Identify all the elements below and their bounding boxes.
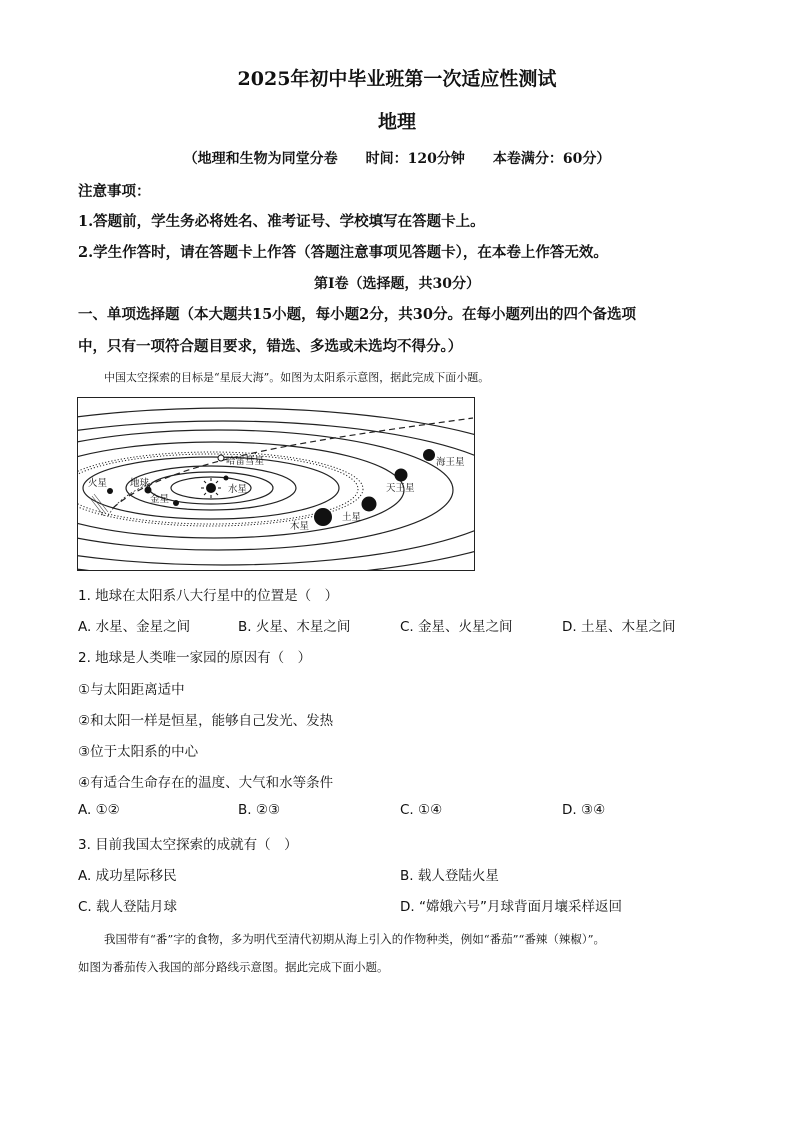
sun-icon	[201, 478, 221, 498]
q1-option-b[interactable]: B. 火星、木星之间	[238, 619, 351, 635]
q2-statement-1: ①与太阳距离适中	[78, 682, 185, 698]
neptune-dot	[423, 449, 435, 461]
group2-intro-line2: 如图为番茄传入我国的部分路线示意图。据此完成下面小题。	[78, 960, 389, 974]
q2-option-c[interactable]: C. ①④	[400, 802, 443, 818]
question-3-stem: 3. 目前我国太空探索的成就有（ ）	[78, 837, 298, 853]
jupiter-dot	[314, 508, 332, 526]
q2-option-a[interactable]: A. ①②	[78, 802, 120, 818]
q1-option-c[interactable]: C. 金星、火星之间	[400, 619, 513, 635]
notice-heading: 注意事项：	[78, 183, 151, 200]
q2-option-b[interactable]: B. ②③	[238, 802, 281, 818]
q3-option-d[interactable]: D. “嫦娥六号”月球背面月壤采样返回	[400, 899, 622, 915]
venus-dot	[173, 500, 179, 506]
label-saturn: 土星	[342, 512, 362, 523]
q2-statement-3: ③位于太阳系的中心	[78, 744, 199, 760]
label-mercury: 水星	[228, 484, 248, 495]
q3-option-c[interactable]: C. 载人登陆月球	[78, 899, 178, 915]
exam-info: （地理和生物为同堂分卷 时间：120分钟 本卷满分：60分）	[183, 151, 611, 167]
q1-option-d[interactable]: D. 土星、木星之间	[562, 619, 676, 635]
group2-intro-line1: 我国带有“番”字的食物，多为明代至清代初期从海上引入的作物种类，例如“番茄”“番辣（辣椒）”。	[104, 932, 606, 946]
label-earth: 地球	[130, 478, 150, 489]
notice-item-2: 2.学生作答时，请在答题卡上作答（答题注意事项见答题卡），在本卷上作答无效。	[78, 244, 608, 261]
question-2-stem: 2. 地球是人类唯一家园的原因有（ ）	[78, 650, 312, 666]
label-mars: 火星	[88, 478, 108, 489]
solar-system-diagram	[77, 397, 475, 571]
q2-option-d[interactable]: D. ③④	[562, 802, 606, 818]
q1-option-a[interactable]: A. 水星、金星之间	[78, 619, 191, 635]
label-jupiter: 木星	[290, 521, 310, 532]
q2-statement-4: ④有适合生命存在的温度、大气和水等条件	[78, 775, 334, 791]
label-uranus: 天王星	[386, 483, 415, 494]
label-neptune: 海王星	[436, 457, 465, 468]
halley-comet-dot	[218, 455, 224, 461]
uranus-orbit	[78, 421, 474, 565]
q3-option-b[interactable]: B. 载人登陆火星	[400, 868, 499, 884]
question-1-stem: 1. 地球在太阳系八大行星中的位置是（ ）	[78, 588, 339, 604]
subject-title: 地理	[377, 111, 416, 133]
section-title: 第Ⅰ卷（选择题，共30分）	[313, 276, 481, 292]
label-venus: 金星	[150, 494, 170, 505]
notice-item-1: 1.答题前，学生务必将姓名、准考证号、学校填写在答题卡上。	[78, 213, 485, 230]
label-halley: 哈雷彗星	[226, 456, 265, 467]
section-instruction-1: 一、单项选择题（本大题共15小题，每小题2分，共30分。在每小题列出的四个备选项	[78, 306, 636, 323]
q2-statement-2: ②和太阳一样是恒星，能够自己发光、发热	[78, 713, 334, 729]
uranus-dot	[395, 469, 408, 482]
saturn-dot	[362, 497, 377, 512]
mars-dot	[107, 488, 113, 494]
q3-option-a[interactable]: A. 成功星际移民	[78, 868, 177, 884]
section-instruction-2: 中，只有一项符合题目要求，错选、多选或未选均不得分。）	[78, 338, 463, 355]
exam-title: 2025年初中毕业班第一次适应性测试	[237, 68, 557, 90]
mercury-dot	[224, 476, 229, 481]
group1-intro: 中国太空探索的目标是“星辰大海”。如图为太阳系示意图，据此完成下面小题。	[104, 371, 490, 384]
